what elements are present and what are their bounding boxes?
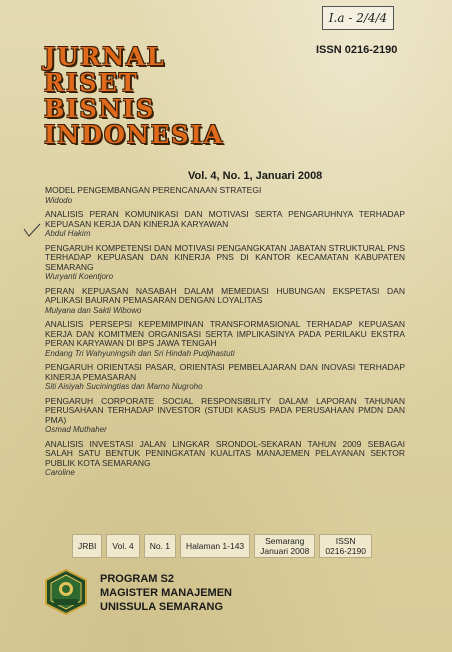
volume-line: Vol. 4, No. 1, Januari 2008 bbox=[188, 170, 323, 182]
info-place-date bbox=[254, 534, 315, 558]
info-number bbox=[144, 534, 176, 558]
article-author: Endang Tri Wahyuningsih dan Sri Hindah Pudjihastuti bbox=[45, 348, 235, 358]
unissula-logo bbox=[42, 568, 90, 616]
article-author: Wuryanti Koentjoro bbox=[45, 272, 114, 281]
article-author: Osmad Muthaher bbox=[45, 425, 107, 434]
info-number-text: No. 1 bbox=[149, 541, 171, 551]
info-volume bbox=[106, 534, 139, 558]
info-pages bbox=[180, 534, 250, 558]
info-place-text: Semarang bbox=[265, 536, 305, 546]
article-title: MODEL PENGEMBANGAN PERENCANAAN STRATEGI bbox=[45, 185, 262, 195]
article-title: ANALISIS INVESTASI JALAN LINGKAR SRONDOL-SEKARAN TAHUN 2009 SEBAGAI SALAH SATU BENTUK PENINGKATAN KUALITAS MANAJEMEN PELAYANAN SEKTOR PUBLIK KOTA SEMARANG bbox=[45, 438, 405, 468]
article-title: PENGARUH CORPORATE SOCIAL RESPONSIBILITY DALAM LAPORAN TAHUNAN PERUSAHAAN TERHADAP INVESTOR (STUDI KASUS PADA PERUSAHAAN PMDN DAN PMA) bbox=[45, 395, 405, 425]
program-line-2: MAGISTER MANAJEMEN bbox=[100, 587, 233, 599]
issn-top: ISSN 0216-2190 bbox=[316, 44, 398, 56]
list-item bbox=[45, 320, 405, 358]
article-author: Siti Aisiyah Suciningtias dan Marno Nugroho bbox=[45, 382, 203, 391]
publication-info-bar bbox=[72, 534, 372, 558]
info-date-text: Januari 2008 bbox=[260, 546, 310, 556]
list-item bbox=[45, 363, 405, 392]
article-title: ANALISIS PERAN KOMUNIKASI DAN MOTIVASI SERTA PENGARUHNYA TERHADAP KEPUASAN KERJA DAN KINERJA KARYAWAN bbox=[45, 209, 405, 229]
journal-title-line-2: RISET bbox=[44, 68, 139, 97]
info-issn-label: ISSN bbox=[335, 536, 356, 546]
list-item bbox=[45, 186, 405, 205]
pen-check-mark-icon bbox=[22, 222, 42, 238]
journal-title-line-1: JURNAL bbox=[44, 42, 166, 71]
handwritten-catalog-label: I.a - 2/4/4 bbox=[322, 6, 394, 30]
info-issn bbox=[319, 534, 372, 558]
journal-title-line-3: BISNIS bbox=[44, 94, 156, 123]
info-issn-value: 0216-2190 bbox=[325, 546, 366, 556]
article-author: Abdul Hakim bbox=[45, 229, 91, 238]
journal-title-line-4: INDONESIA bbox=[44, 120, 225, 149]
article-title: PENGARUH ORIENTASI PASAR, ORIENTASI PEMBELAJARAN DAN INOVASI TERHADAP KINERJA PEMASARAN bbox=[45, 362, 405, 382]
article-author: Mulyana dan Sakti Wibowo bbox=[45, 305, 142, 315]
program-line-1: PROGRAM S2 bbox=[100, 573, 174, 585]
list-item bbox=[45, 210, 405, 239]
article-author: Caroline bbox=[45, 468, 75, 477]
article-author: Widodo bbox=[45, 195, 73, 205]
list-item bbox=[45, 244, 405, 282]
article-title: PERAN KEPUASAN NASABAH DALAM MEMEDIASI HUBUNGAN EKSPETASI DAN APLIKASI BAURAN PEMASARAN DENGAN LOYALITAS bbox=[45, 285, 405, 305]
info-journal bbox=[72, 534, 102, 558]
article-title: ANALISIS PERSEPSI KEPEMIMPINAN TRANSFORMASIONAL TERHADAP KEPUASAN KERJA DAN KOMITMEN ORGANISASI SERTA IMPLIKASINYA PADA PERILAKU EKSTRA PERAN KARYAWAN DI BPS JAWA TENGAH bbox=[45, 319, 405, 348]
program-block bbox=[100, 572, 232, 614]
article-title: PENGARUH KOMPETENSI DAN MOTIVASI PENGANGKATAN JABATAN STRUKTURAL PNS TERHADAP KEPUASAN DAN KINERJA PNS DI KANTOR KECAMATAN KABUPATEN SEMARANG bbox=[45, 242, 405, 272]
info-volume-text: Vol. 4 bbox=[112, 541, 134, 551]
list-item bbox=[45, 440, 405, 478]
info-pages-text: Halaman 1-143 bbox=[186, 541, 245, 551]
list-item bbox=[45, 287, 405, 316]
table-of-contents bbox=[45, 186, 405, 483]
info-journal-text: JRBI bbox=[78, 541, 97, 551]
program-line-3: UNISSULA SEMARANG bbox=[100, 601, 224, 613]
list-item bbox=[45, 397, 405, 435]
